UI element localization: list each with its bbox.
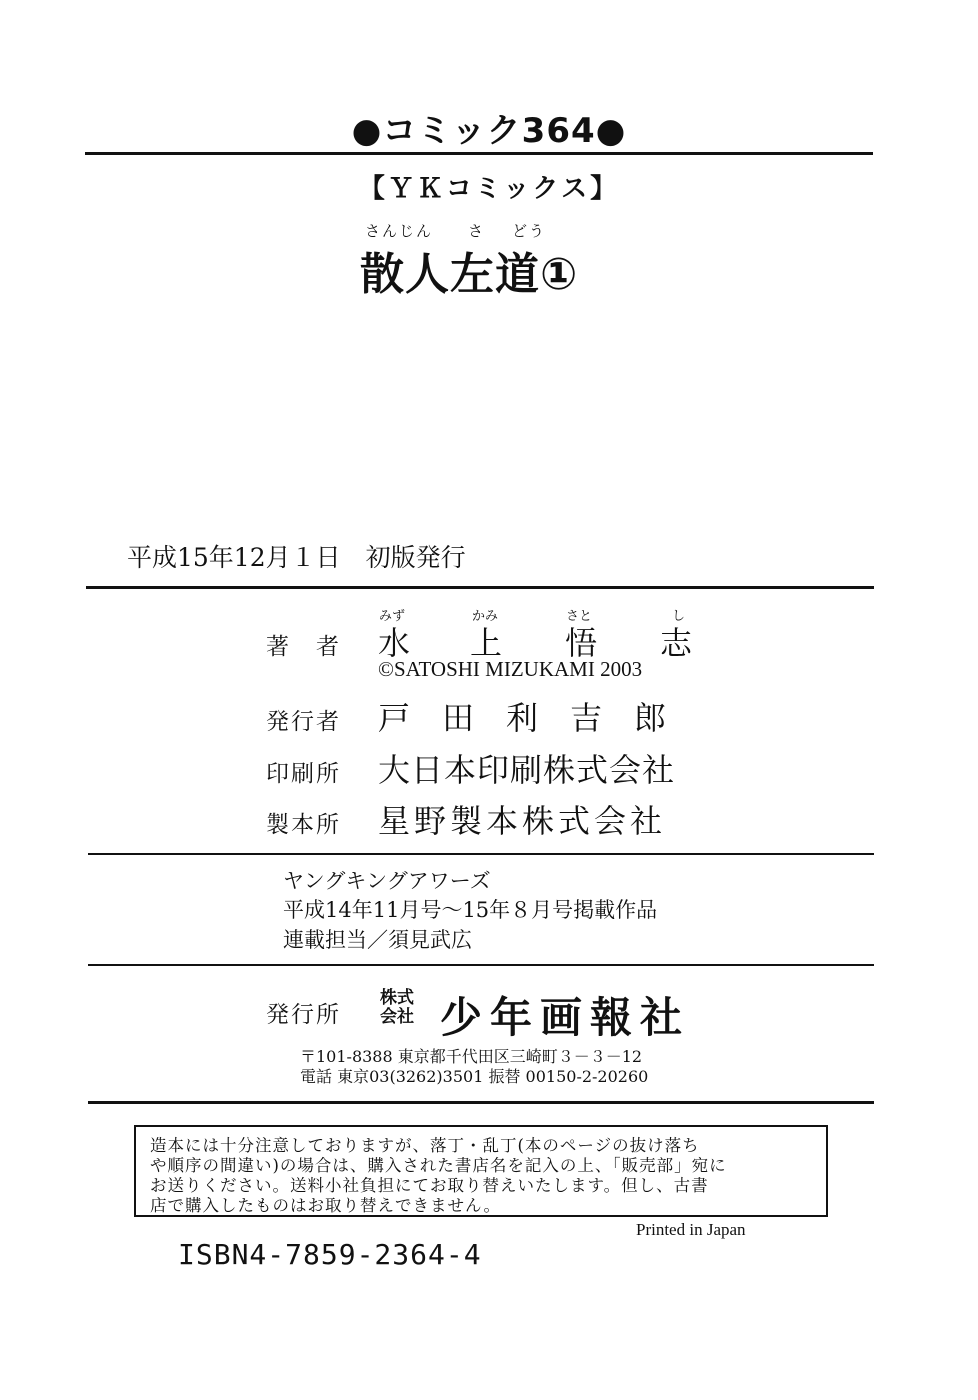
divider-top [85, 152, 873, 155]
printed-in-japan: Printed in Japan [636, 1220, 746, 1239]
author-char-4: 志 [660, 624, 693, 662]
isbn: ISBN4-7859-2364-4 [178, 1238, 482, 1271]
printer-label: 印刷所 [266, 761, 341, 787]
title-ruby-2: さ [468, 222, 486, 240]
book-title: 散人左道① [360, 249, 579, 300]
kabushiki-bottom: 会社 [380, 1007, 414, 1027]
notice-line-4: 店で購入したものはお取り替えできません。 [150, 1196, 501, 1215]
publisher-phone: 電話 東京03(3262)3501 振替 00150-2-20260 [300, 1067, 649, 1086]
kabushiki-top: 株式 [380, 988, 414, 1008]
author-char-3: 悟 [565, 624, 598, 662]
author-char-2: 上 [470, 624, 503, 662]
notice-line-3: お送りください。送料小社負担にてお取り替えいたします。但し、古書 [150, 1176, 709, 1195]
author-ruby-3: さと [566, 609, 593, 624]
author-char-1: 水 [378, 624, 411, 662]
notice-line-1: 造本には十分注意しておりますが、落丁・乱丁(本のページの抜け落ち [150, 1136, 700, 1155]
publication-date: 平成15年12月１日 初版発行 [127, 543, 466, 572]
binder: 星野製本株式会社 [378, 802, 667, 840]
author-ruby-2: かみ [472, 609, 499, 624]
divider-serial [88, 964, 874, 966]
divider-credits [88, 853, 874, 855]
copyright: ©SATOSHI MIZUKAMI 2003 [378, 657, 643, 681]
publisher-person: 戸 田 利 吉 郎 [378, 699, 667, 737]
notice-line-2: や順序の間違い)の場合は、購入された書店名を記入の上、「販売部」宛に [150, 1156, 727, 1175]
title-ruby-3: どう [512, 222, 547, 240]
serial-period: 平成14年11月号～15年８月号掲載作品 [283, 898, 658, 922]
publisher-address: 〒101-8388 東京都千代田区三崎町３－３－12 [300, 1047, 643, 1066]
serial-magazine: ヤングキングアワーズ [283, 869, 491, 893]
author-ruby-4: し [672, 609, 686, 624]
notice-box [134, 1125, 828, 1217]
divider-publisher [88, 1101, 874, 1104]
author-ruby-1: みず [379, 609, 406, 624]
publisher-name: 少年画報社 [440, 993, 691, 1042]
publisher-label: 発行所 [266, 1002, 341, 1028]
author-label: 著 者 [266, 634, 341, 660]
printer: 大日本印刷株式会社 [378, 751, 676, 789]
publisher-person-label: 発行者 [266, 709, 341, 735]
divider-date [86, 586, 874, 589]
series-label: ●コミック364● [351, 111, 627, 151]
imprint-label: 【ＹＫコミックス】 [358, 174, 620, 204]
title-ruby-1: さんじん [365, 222, 434, 240]
serial-editor: 連載担当／須見武広 [283, 928, 472, 952]
binder-label: 製本所 [266, 812, 341, 838]
